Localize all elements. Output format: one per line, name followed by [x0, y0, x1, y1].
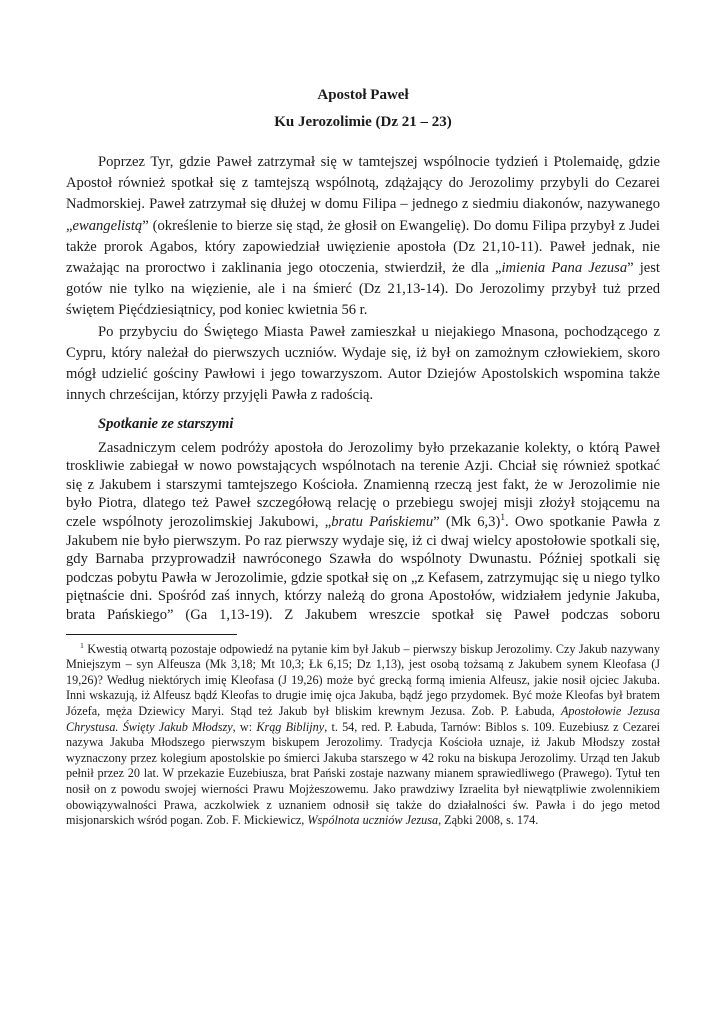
text-run: , t. 54, red. P. Łabuda, Tarnów: Biblos s. 109. Euzebiusz z Cezarei nazywa Jakuba Młodszego pierwszym biskupem Jerozolimy. Tradycja Kościoła uznaje, iż Jakub Młodszy został wyznaczony przez kolegium apostolskie po śmierci Jakuba starszego w 42 roku na biskupa Jerozolimy. Urząd ten Jakub pełnił przez 20 lat. W przekazie Euzebiusza, brat Pański zostaje nazwany mianem sprawiedliwego (Prawego). Tytuł ten nosił on z powodu swojej wierności Prawu Mojżeszowemu. Jako prawdziwy Izraelita był niewątpliwie zwolennikiem obowiązywalności Prawa, aczkolwiek z uznaniem odnosił się także do działalności św. Pawła i do jego metod misjonarskich wśród pogan. Zob. F. Mickiewicz,	[66, 719, 660, 828]
footnote-separator	[66, 634, 237, 635]
footnote-1	[66, 642, 660, 829]
paragraph	[66, 152, 660, 322]
text-run: ” jest gotów nie tylko na więzienie, ale i na śmierć (Dz 21,13-14). Do Jerozolimy przybył tuż przed świętem Pięćdziesiątnicy, pod koniec kwietnia 56 r.	[66, 260, 660, 319]
text-run: Krąg Biblijny	[256, 719, 325, 734]
text-run: Zasadniczym celem podróży apostoła do Jerozolimy było przekazanie kolekty, o którą Paweł troskliwie zabiegał w nowo powstających wspólnotach na terenie Azji. Chciał się również spotkać się z Jakubem i starszymi tamtejszego Kościoła. Znamienną rzeczą jest fakt, że w Jerozolimie nie było Piotra, dlatego też Paweł szczegółową relację o przebiegu swojej misji złożył stojącemu na czele wspólnoty jerozolimskiej Jakubowi, „	[66, 439, 660, 531]
text-run: ewangelistą	[72, 217, 143, 234]
document-title: Apostoł Paweł	[317, 87, 409, 103]
text-run: ” (określenie to bierze się stąd, że głosił on Ewangelię). Do domu Filipa przybył z Judei także prorok Agabos, który zapowiedział uwięzienie apostoła (Dz 21,10-11). Paweł jednak, nie zważając na proroctwo i zaklinania jego otoczenia, stwierdził, że dla „	[66, 217, 660, 277]
document-body	[66, 152, 660, 625]
document-subtitle: Ku Jerozolimie (Dz 21 – 23)	[274, 114, 452, 130]
text-run: Apostołowie Jezusa Chrystusa. Święty Jakub Młodszy	[66, 703, 660, 734]
footnote-reference: 1	[80, 640, 84, 650]
text-run: , w:	[232, 719, 257, 734]
text-run: Poprzez Tyr, gdzie Paweł zatrzymał się w tamtejszej wspólnocie tydzień i Ptolemaidę, gdzie Apostoł również spotkał się z tamtejszą wspólnotą, zdążający do Jerozolimy przybyli do Cezarei Nadmorskiej. Paweł zatrzymał się dłużej w domu Filipa – jednego z siedmiu diakonów, nazywanego „	[66, 154, 660, 234]
section-heading: Spotkanie ze starszymi	[98, 416, 234, 433]
text-run: ” (Mk 6,3)	[433, 514, 501, 531]
text-run: Wspólnota uczniów Jezusa	[307, 813, 439, 828]
footnote-reference: 1	[500, 513, 505, 524]
text-run: Po przybyciu do Świętego Miasta Paweł zamieszkał u niejakiego Mnasona, pochodzącego z Cypru, który należał do pierwszych uczniów. Wydaje się, iż był on zamożnym człowiekiem, skoro mógł udzielić gościny Pawłowi i jego towarzyszom. Autor Dziejów Apostolskich wspomina także innych chrześcijan, którzy przyjęli Pawła z radością.	[66, 323, 660, 404]
text-run: imienia Pana Jezusa	[501, 260, 628, 277]
text-run: bratu Pańskiemu	[331, 514, 434, 531]
footnote-section	[66, 634, 660, 829]
paragraph	[66, 322, 660, 407]
text-run: . Owo spotkanie Pawła z Jakubem nie było pierwszym. Po raz pierwszy wydaje się, iż ci dwaj wielcy apostołowie spotkali się, gdy Barnaba przyprowadził nawróconego Szawła do wspólnoty Dwunastu. Później spotkali się podczas pobytu Pawła w Jerozolimie, gdzie spotkał się on „z Kefasem, zatrzymując się u niego tylko piętnaście dni. Spośród zaś innych, którzy należą do grona Apostołów, widziałem jedynie Jakuba, brata Pańskiego” (Ga 1,13-19). Z Jakubem wreszcie spotkał się Paweł podczas soboru	[66, 514, 660, 623]
document-header	[66, 85, 660, 133]
paragraph	[66, 439, 660, 625]
text-run: Kwestią otwartą pozostaje odpowiedź na pytanie kim był Jakub – pierwszy biskup Jerozolimy. Czy Jakub nazywany Mniejszym – syn Alfeusza (Mk 3,18; Mt 10,3; Łk 6,15; Dz 1,13), jest osobą tożsamą z Jakubem synem Kleofasa (J 19,26)? Według niektórych imię Kleofasa (J 19,26) może być grecką formą imienia Alfeusz, jakie nosił ojciec Jakuba. Inni wskazują, iż Alfeusz bądź Kleofas to drugie imię ojca Jakuba, bądź jego przydomek. Być może Kleofas był bratem Józefa, męża Dziewicy Maryi. Stąd też Jakub był bliskim krewnym Jezusa. Zob. P. Łabuda,	[66, 641, 660, 718]
text-run: , Ząbki 2008, s. 174.	[438, 813, 539, 828]
